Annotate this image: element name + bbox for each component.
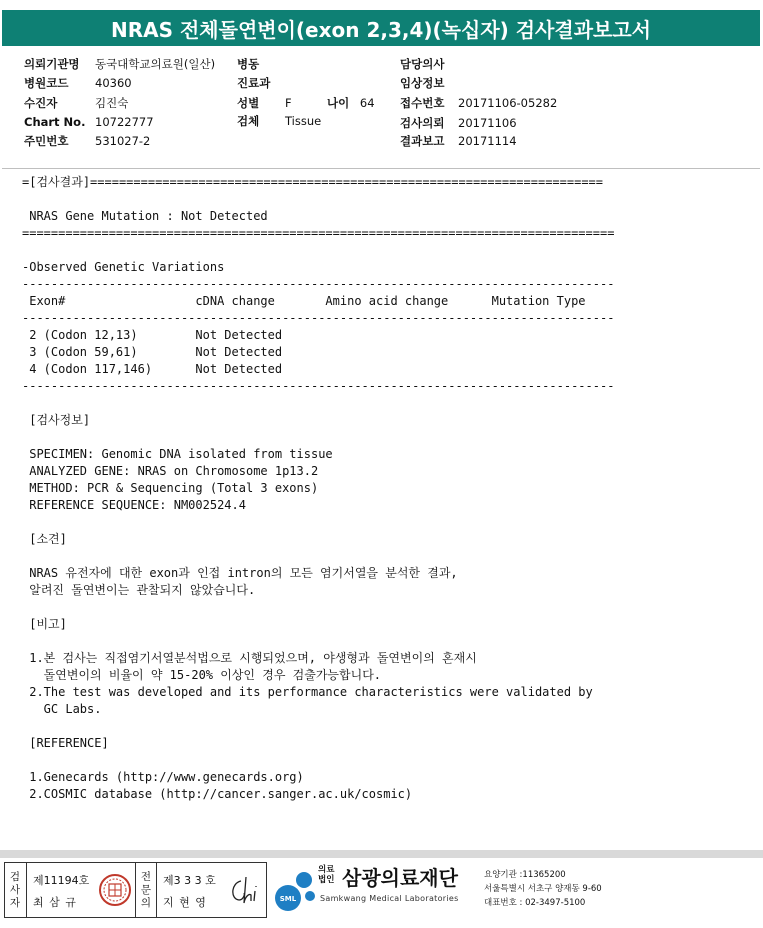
org-name: 삼광의료재단 xyxy=(342,866,458,890)
header-field-value: 10722777 xyxy=(95,115,154,129)
report-line: GC Labs. xyxy=(22,702,102,716)
age-field xyxy=(327,95,375,111)
header-field-label: 진료과 xyxy=(237,76,271,90)
header-field xyxy=(237,113,321,129)
report-line: 4 (Codon 117,146) Not Detected xyxy=(22,362,283,376)
header-field-value: 40360 xyxy=(95,76,132,90)
sml-logo-icon xyxy=(270,866,320,916)
report-line: [비고] xyxy=(22,617,67,631)
report-line: [소견] xyxy=(22,532,67,546)
header-field-label: 임상정보 xyxy=(400,76,445,90)
header-field-value: 20171106-05282 xyxy=(458,96,558,110)
report-line: [검사정보] xyxy=(22,413,91,427)
report-line: [REFERENCE] xyxy=(22,736,109,750)
specialist-license: 제3 3 3 호 xyxy=(163,874,216,887)
header-field-value: F xyxy=(285,96,292,110)
box-divider xyxy=(156,863,157,917)
header-field-value: 김진숙 xyxy=(95,96,129,110)
header-field xyxy=(237,75,285,91)
report-line: 1.본 검사는 직접염기서열분석법으로 시행되었으며, 야생형과 돌연변이의 혼재시 xyxy=(22,651,477,665)
header-field xyxy=(400,75,458,91)
report-line xyxy=(22,633,742,650)
report-line xyxy=(22,429,742,446)
header-field-value: 20171106 xyxy=(458,116,517,130)
report-line xyxy=(22,514,742,531)
header-field-label: 접수번호 xyxy=(400,96,445,110)
header-field-label: 병동 xyxy=(237,57,260,71)
report-line: 3 (Codon 59,61) Not Detected xyxy=(22,345,283,359)
report-line: NRAS Gene Mutation : Not Detected xyxy=(22,209,268,223)
report-line: 2.COSMIC database (http://cancer.sanger.ac.uk/cosmic) xyxy=(22,787,413,801)
report-line: ================================================================================== xyxy=(22,226,615,240)
tester-license: 제11194호 xyxy=(33,874,90,887)
header-field-value: Tissue xyxy=(285,114,322,128)
header-field xyxy=(237,56,285,72)
org-prefix: 의료 법인 xyxy=(318,865,335,885)
age-label: 나이 xyxy=(327,96,350,110)
header-field-label: 검사의뢰 xyxy=(400,116,445,130)
report-line: 2 (Codon 12,13) Not Detected xyxy=(22,328,283,342)
report-line: 1.Genecards (http://www.genecards.org) xyxy=(22,770,304,784)
report-line xyxy=(22,191,742,208)
report-line: METHOD: PCR & Sequencing (Total 3 exons) xyxy=(22,481,319,495)
report-line: =[검사결과]======================================================================= xyxy=(22,175,603,189)
header-field-label: 수진자 xyxy=(24,96,58,110)
report-line: 2.The test was developed and its performance characteristics were validated by xyxy=(22,685,593,699)
report-title: NRAS 전체돌연변이(exon 2,3,4)(녹십자) 검사결과보고서 xyxy=(2,10,760,46)
org-name-en: Samkwang Medical Laboratories xyxy=(320,894,459,903)
header-field xyxy=(400,133,517,149)
org-info-line: 서울특별시 서초구 양재동 9-60 xyxy=(484,884,602,894)
report-line: ---------------------------------------------------------------------------------- xyxy=(22,311,615,325)
report-line: ANALYZED GENE: NRAS on Chromosome 1p13.2 xyxy=(22,464,319,478)
header-field xyxy=(24,95,128,111)
header-field xyxy=(237,95,292,111)
header-field xyxy=(24,133,150,149)
report-line: ---------------------------------------------------------------------------------- xyxy=(22,277,615,291)
header-field xyxy=(400,56,458,72)
report-line: -Observed Genetic Variations xyxy=(22,260,225,274)
report-line: 돌연변이의 비율이 약 15-20% 이상인 경우 검출가능합니다. xyxy=(22,668,382,682)
tester-label: 검 사 자 xyxy=(9,871,21,909)
specialist-label: 전 문 의 xyxy=(140,871,152,909)
header-field xyxy=(24,56,215,72)
header-field-value: 동국대학교의료원(일산) xyxy=(95,57,216,71)
header-field-label: 담당의사 xyxy=(400,57,445,71)
report-line xyxy=(22,752,742,769)
header-field-value: 531027-2 xyxy=(95,134,151,148)
header-field-label: 의뢰기관명 xyxy=(24,57,80,71)
box-divider xyxy=(135,863,136,917)
header-field-label: 병원코드 xyxy=(24,76,69,90)
report-line xyxy=(22,395,742,412)
report-line: NRAS 유전자에 대한 exon과 인접 intron의 모든 염기서열을 분석한 결과, xyxy=(22,566,458,580)
logo-text: SML xyxy=(279,895,297,903)
header-field xyxy=(400,115,517,131)
header-field xyxy=(24,75,132,91)
org-info-line: 요양기관 :11365200 xyxy=(484,870,566,880)
header-field-label: 결과보고 xyxy=(400,134,445,148)
tester-name: 최 삼 규 xyxy=(33,896,77,909)
header-field-label: 주민번호 xyxy=(24,134,69,148)
report-line xyxy=(22,599,742,616)
header-field-label: 성별 xyxy=(237,96,260,110)
header-field xyxy=(24,115,154,129)
signature-icon xyxy=(227,873,265,909)
header-field-value: 20171114 xyxy=(458,134,517,148)
age-value: 64 xyxy=(359,96,375,110)
report-line xyxy=(22,548,742,565)
signature-box xyxy=(4,862,267,918)
specialist-name: 지 현 영 xyxy=(163,896,207,909)
report-line: SPECIMEN: Genomic DNA isolated from tissue xyxy=(22,447,333,461)
seal-stamp-icon xyxy=(98,873,132,907)
header-field-label: 검체 xyxy=(237,114,260,128)
header-field xyxy=(400,95,557,111)
header-field-label: Chart No. xyxy=(24,115,86,129)
report-line: ---------------------------------------------------------------------------------- xyxy=(22,379,615,393)
footer-band xyxy=(0,850,763,858)
header-divider xyxy=(2,168,760,169)
report-body xyxy=(22,174,742,803)
report-line xyxy=(22,718,742,735)
box-divider xyxy=(26,863,27,917)
org-info-line: 대표번호 : 02-3497-5100 xyxy=(484,898,586,908)
report-line: REFERENCE SEQUENCE: NM002524.4 xyxy=(22,498,246,512)
report-line xyxy=(22,242,742,259)
report-line: Exon# cDNA change Amino acid change Mutation Type xyxy=(22,294,586,308)
report-line: 알려진 돌연변이는 관찰되지 않았습니다. xyxy=(22,583,256,597)
